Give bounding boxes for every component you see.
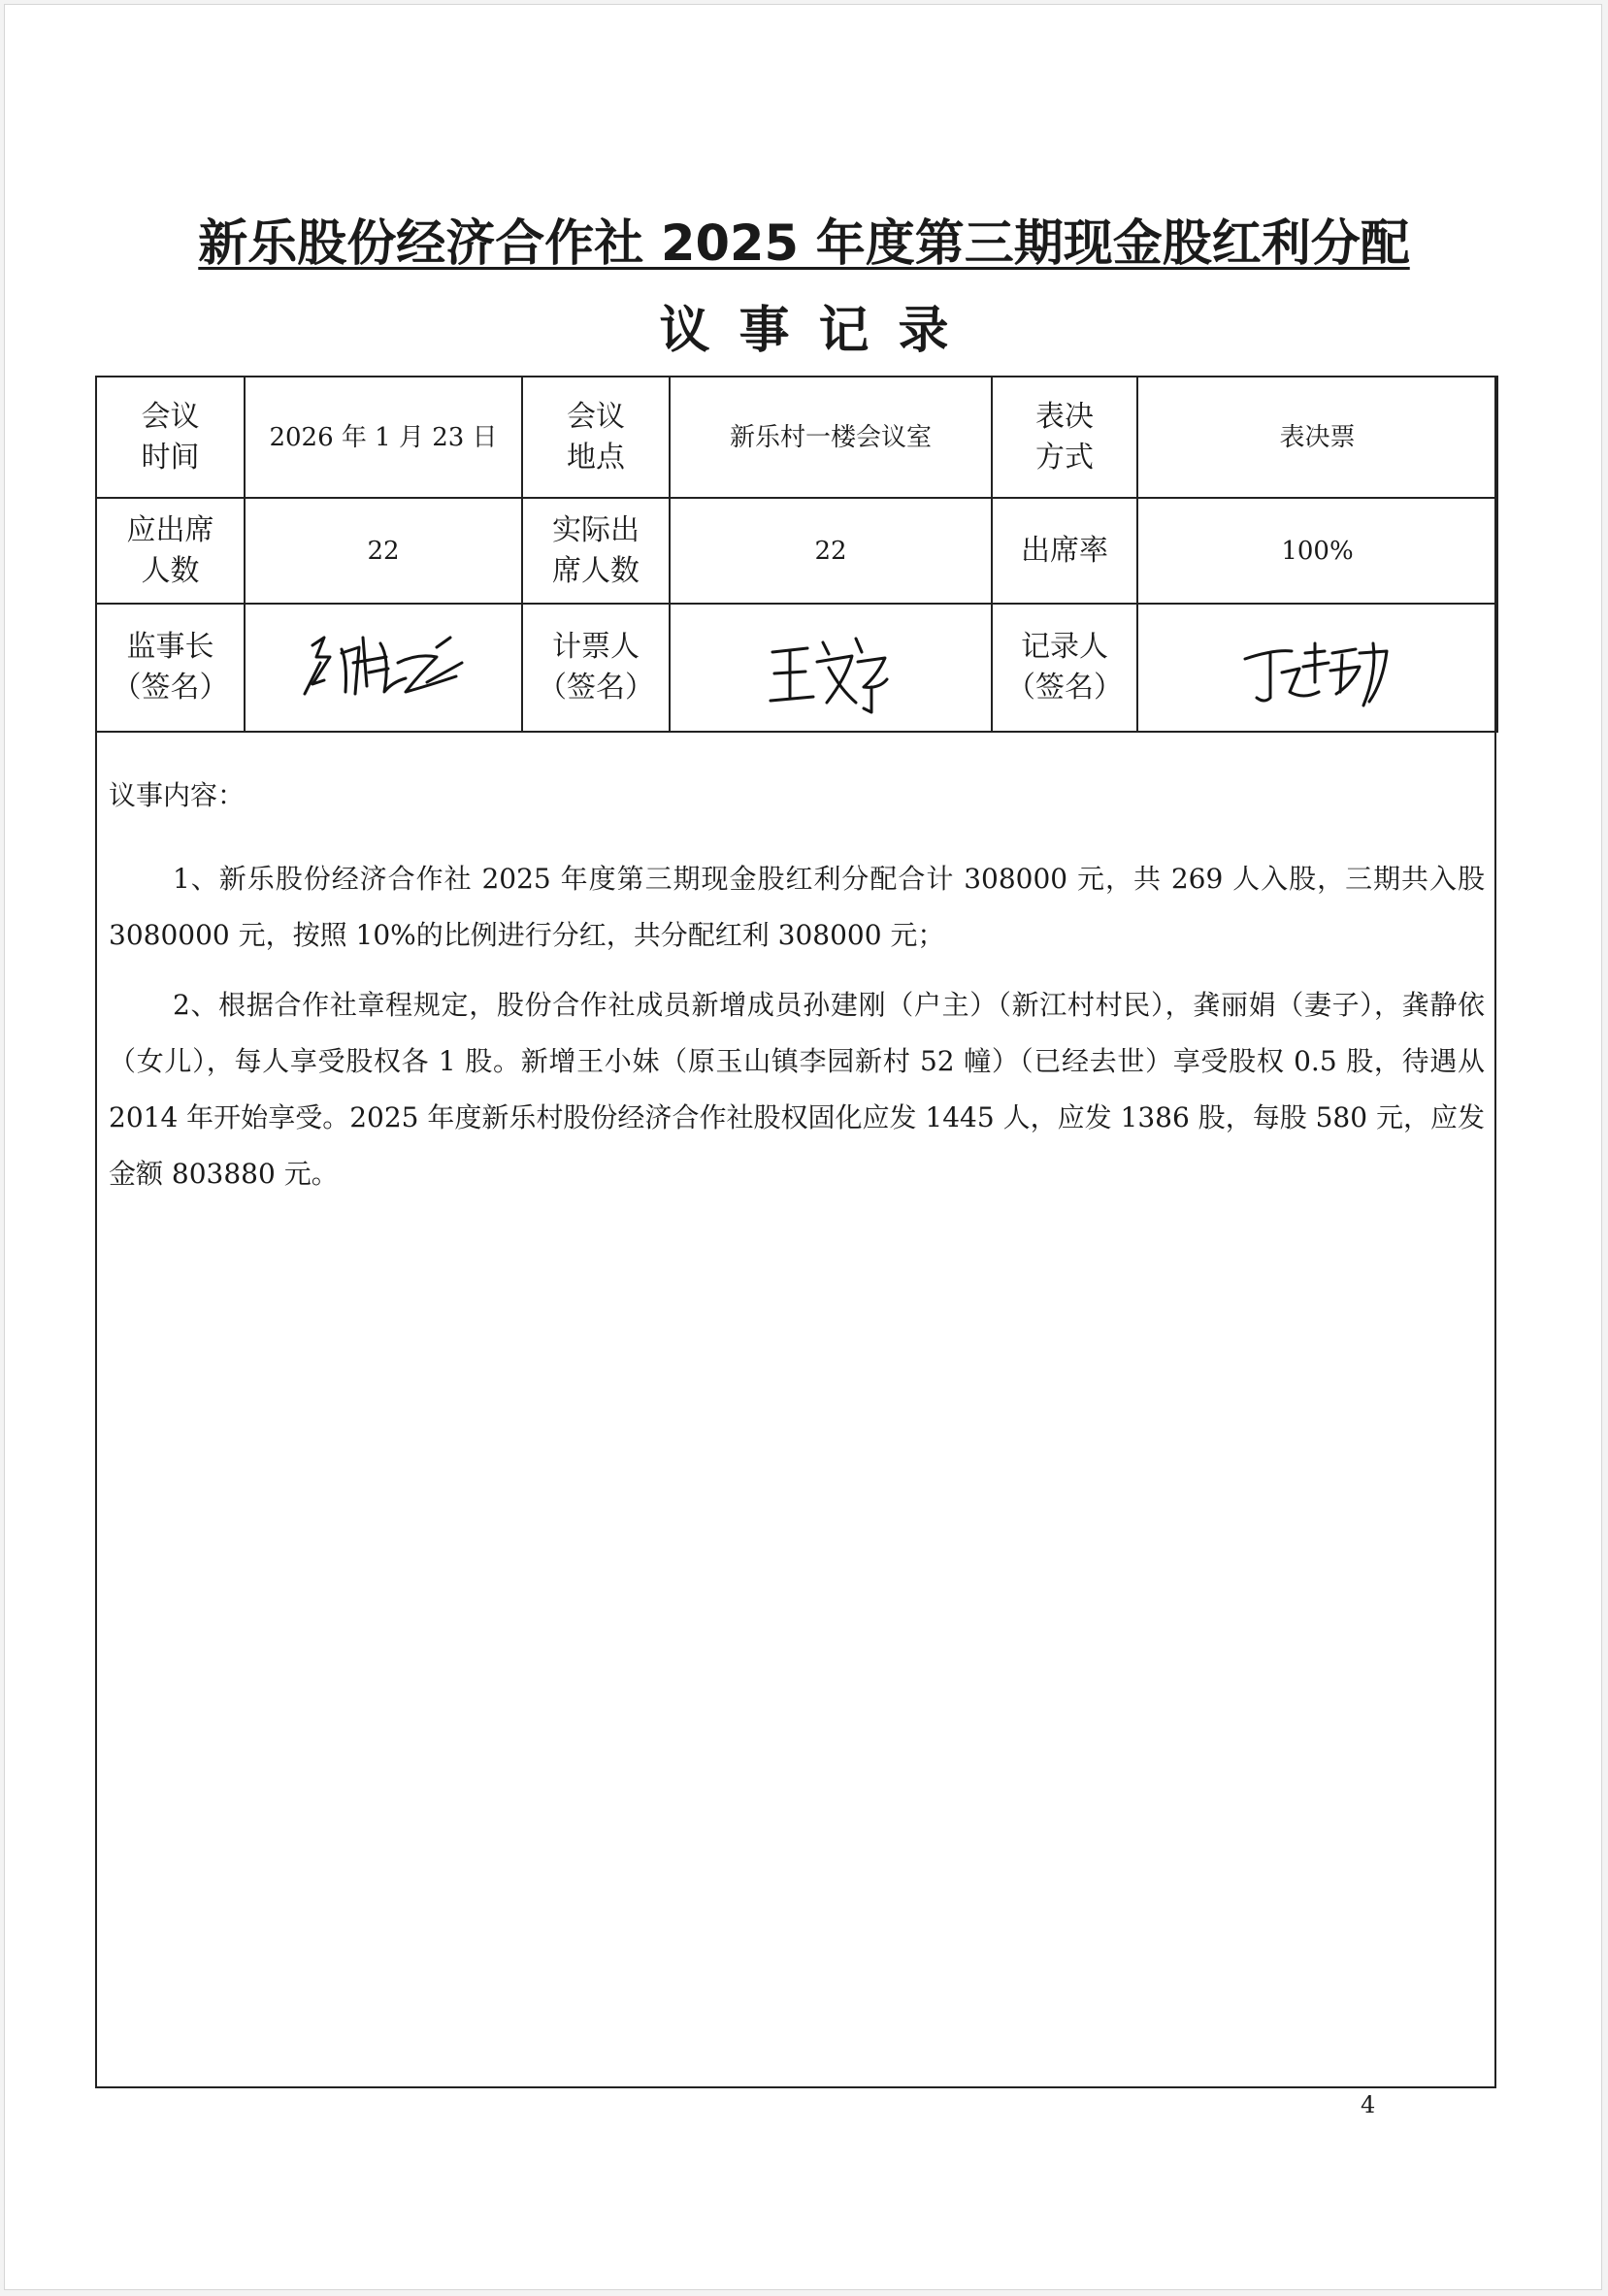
content-item-1: 1、新乐股份经济合作社 2025 年度第三期现金股红利分配合计 308000 元，共 269 人入股，三期共入股 3080000 元，按照 10%的比例进行分红，共分配红利 308000 元；: [109, 863, 1485, 951]
supervisor-signature: [245, 604, 522, 732]
teller-signature: [670, 604, 992, 732]
actual-attendance-value: 22: [670, 498, 992, 604]
table-row: [96, 604, 1497, 732]
content-item-2: 2、根据合作社章程规定，股份合作社成员新增成员孙建刚（户主）（新江村村民），龚丽娟（妻子），龚静依（女儿），每人享受股权各 1 股。新增王小妹（原玉山镇李园新村 52 幢）（已经去世）享受股权 0.5 股，待遇从 2014 年开始享受。2025 年度新乐村股份经济合作社股权固化应发 1445 人，应发 1386 股，每股 580 元，应发金额 803880 元。: [109, 989, 1485, 1190]
supervisor-label: 监事长 （签名）: [96, 604, 245, 732]
document-title: 新乐股份经济合作社 2025 年度第三期现金股红利分配: [198, 215, 1410, 273]
vote-method-label: 表决 方式: [992, 377, 1137, 498]
attendance-rate-value: 100%: [1137, 498, 1497, 604]
document-subtitle: 议事记录: [659, 302, 978, 360]
expected-attendance-label: 应出席 人数: [96, 498, 245, 604]
page-number: 4: [1361, 2091, 1376, 2118]
meeting-info-table: [95, 376, 1498, 733]
meeting-place-label: 会议 地点: [522, 377, 670, 498]
signature-image: [1235, 624, 1400, 711]
recorder-label: 记录人 （签名）: [992, 604, 1137, 732]
meeting-time-label: 会议 时间: [96, 377, 245, 498]
table-row: [96, 377, 1497, 498]
recorder-signature: [1137, 604, 1497, 732]
signature-image: [291, 624, 476, 711]
actual-attendance-label: 实际出 席人数: [522, 498, 670, 604]
meeting-place-value: 新乐村一楼会议室: [670, 377, 992, 498]
table-row: [96, 498, 1497, 604]
expected-attendance-value: 22: [245, 498, 522, 604]
teller-label: 计票人 （签名）: [522, 604, 670, 732]
signature-image: [763, 619, 899, 716]
meeting-content: [109, 771, 1485, 1202]
meeting-time-value: 2026 年 1 月 23 日: [245, 377, 522, 498]
content-heading: 议事内容：: [109, 779, 246, 811]
attendance-rate-label: 出席率: [992, 498, 1137, 604]
vote-method-value: 表决票: [1137, 377, 1497, 498]
